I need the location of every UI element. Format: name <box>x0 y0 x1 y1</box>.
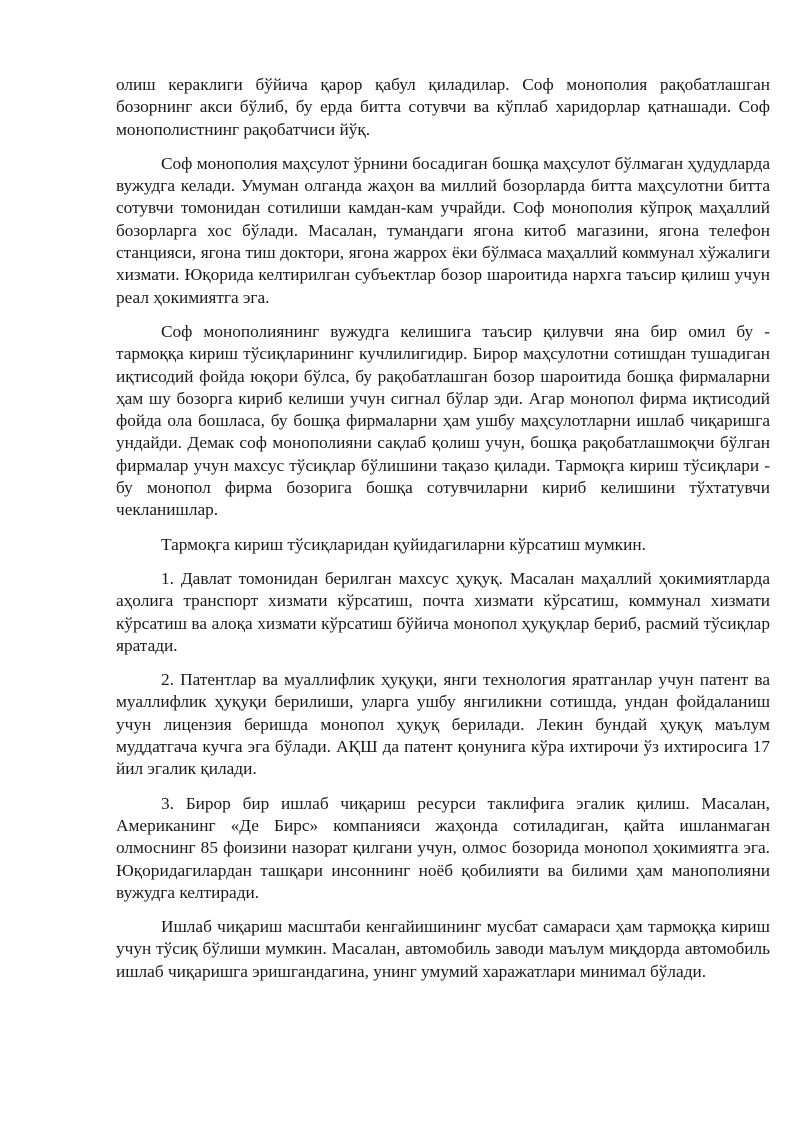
paragraph-1: олиш кераклиги бўйича қарор қабул қиладилар. Соф монополия рақобатлашган бозорнинг акси бўлиб, бу ерда битта сотувчи ва кўплаб харидорлар қатнашади. Соф монополистнинг рақобатчиси йўқ. <box>116 75 770 139</box>
list-item-2: 2. Патентлар ва муаллифлик ҳуқуқи, янги технология яратганлар учун патент ва муаллифлик ҳуқуқи берилиши, уларга ушбу янгиликни сотишда, ундан фойдаланиш учун лицензия беришда монопол ҳуқуқ берилади. Лекин бундай ҳуқуқ маълум муддатгача кучга эга бўлади. АҚШ да патент қонунига кўра ихтирочи ўз ихтиросига 17 йил эгалик қилади. <box>116 670 770 779</box>
paragraph-3: Соф монополиянинг вужудга келишига таъсир қилувчи яна бир омил бу - тармоққа кириш тўсиқларининг кучлилигидир. Бирор маҳсулотни сотишдан тушадиган иқтисодий фойда юқори бўлса, бу рақобатлашган бозор шароитида бошқа фирмаларни ҳам шу бозорга кириб келиши учун сигнал бўлар эди. Агар монопол фирма иқтисодий фойда ола бошласа, бу бошқа фирмаларни ҳам ушбу маҳсулотларни ишлаб чиқаришга ундайди. Демак соф монополияни сақлаб қолиш учун, бошқа рақобатлашмоқчи бўлган фирмалар учун махсус тўсиқлар бўлишини тақазо қилади. Тармоқга кириш тўсиқлари - бу монопол фирма бозорига бошқа сотувчиларни кириб келишини тўхтатувчи чекланишлар. <box>116 321 770 520</box>
list-item-3: 3. Бирор бир ишлаб чиқариш ресурси таклифига эгалик қилиш. Масалан, Американинг «Де Бирс» компанияси жаҳонда сотиладиган, қайта ишланмаган олмоснинг 85 фоизини назорат қилгани учун, олмос бозорида монопол ҳокимиятга эга. Юқоридагилардан ташқари инсоннинг ноёб қобилияти ва билими ҳам манополияни вужудга келтиради. <box>116 793 770 902</box>
list-item-1: 1. Давлат томонидан берилган махсус ҳуқуқ. Масалан маҳаллий ҳокимиятларда аҳолига транспорт хизмати кўрсатиш, почта хизмати кўрсатиш, коммунал хизмати кўрсатиш ва алоқа хизмати кўрсатиш бўйича монопол ҳуқуқлар бериб, расмий тўсиқлар яратади. <box>116 568 770 655</box>
document-page <box>116 74 770 995</box>
paragraph-4: Тармоқга кириш тўсиқларидан қуйидагиларни кўрсатиш мумкин. <box>161 534 646 554</box>
paragraph-2: Соф монополия маҳсулот ўрнини босадиган бошқа маҳсулот бўлмаган ҳудудларда вужудга келади. Умуман олганда жаҳон ва миллий бозорларда битта маҳсулотни битта сотувчи томонидан сотилиши камдан-кам учрайди. Соф монополия кўпроқ маҳаллий бозорларга хос бўлади. Масалан, тумандаги ягона китоб магазини, ягона телефон станцияси, ягона тиш доктори, ягона жаррох ёки бўлмаса маҳаллий коммунал хўжалиги хизмати. Юқорида келтирилган субъектлар бозор шароитида нархга таъсир қилиш учун реал ҳокимиятга эга. <box>116 153 770 307</box>
paragraph-5: Ишлаб чиқариш масштаби кенгайишининг мусбат самараси ҳам тармоққа кириш учун тўсиқ бўлиши мумкин. Масалан, автомобиль заводи маълум миқдорда автомобиль ишлаб чиқаришга эришгандагина, унинг умумий харажатлари минимал бўлади. <box>116 917 770 981</box>
